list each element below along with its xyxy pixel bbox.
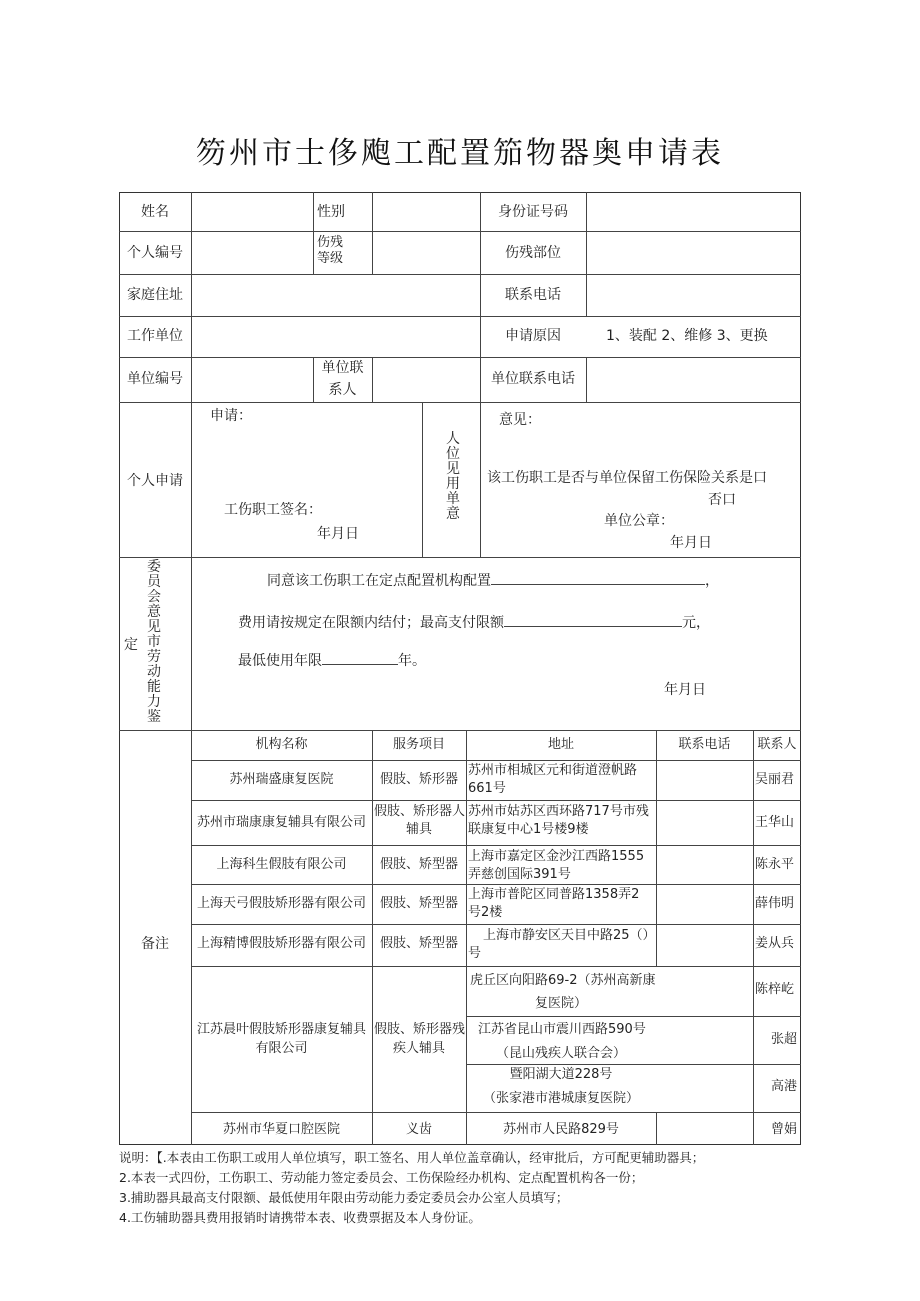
row-divider <box>119 274 801 275</box>
institution-name: 苏州瑞盛康复医院 <box>229 772 334 787</box>
row-divider <box>119 730 801 731</box>
row-divider <box>191 1112 801 1113</box>
institution-address: 661号 <box>468 781 506 796</box>
institution-name: 苏州市瑞康康复辅具有限公司 <box>196 815 366 830</box>
institution-address: 号2楼 <box>468 905 503 920</box>
note-line: 说明：【.本表由工伤职工或用人单位填写，职工签名、用人单位盖章确认，经审批后，方可配更辅助器具； <box>119 1150 705 1165</box>
col-divider <box>656 1112 657 1145</box>
contact-person: 曾娟 <box>771 1122 798 1137</box>
row-divider <box>466 1064 801 1065</box>
service-item: 假肢、矫形器人 <box>374 804 466 819</box>
col-divider <box>656 730 657 967</box>
col-divider <box>191 192 192 403</box>
row-divider <box>119 316 801 317</box>
institution-name: 有限公司 <box>255 1041 308 1056</box>
employer-contact-label: 系人 <box>328 382 357 398</box>
row-divider <box>119 557 801 558</box>
institution-address: 苏州市人民路829号 <box>503 1122 619 1137</box>
institution-name: 上海精博假肢矫形器有限公司 <box>196 936 366 951</box>
employer-opinion-section-label: 人 位 见 用 单 意 <box>446 431 460 522</box>
row-divider <box>191 800 801 801</box>
col-divider <box>753 730 754 1145</box>
opinion-label: 意见： <box>499 412 541 428</box>
contact-person: 薛伟明 <box>755 896 795 911</box>
col-divider <box>372 192 373 275</box>
institution-address: 苏州市姑苏区西环路717号市残 <box>468 804 649 819</box>
contact-person: 姜从兵 <box>755 936 795 951</box>
committee-section-label: 委 员 会 意 见 市 劳 动 能 力 鉴 <box>147 559 161 725</box>
institution-address: 虎丘区向阳路69-2（苏州高新康 <box>470 973 656 988</box>
row-divider <box>119 231 801 232</box>
contact-person: 王华山 <box>755 815 795 830</box>
row-divider <box>191 924 801 925</box>
employer-no-label: 单位编号 <box>127 371 183 387</box>
row-divider <box>191 966 801 967</box>
institution-name: 上海天弓假肢矫形器有限公司 <box>196 896 366 911</box>
institution-address: 复医院） <box>534 996 587 1011</box>
contact-person: 吴丽君 <box>755 772 795 787</box>
remarks-section-label: 备注 <box>141 936 169 952</box>
contact-person: 张超 <box>771 1032 798 1047</box>
institution-address: 上海市嘉定区金沙江西路1555 <box>468 849 645 864</box>
institution-address: 上海市静安区天目中路25（） <box>483 928 656 943</box>
reason-label: 申请原因 <box>505 328 561 344</box>
row-divider <box>466 1016 801 1017</box>
disability-level-label: 等级 <box>317 251 344 266</box>
contact-person: 陈永平 <box>755 857 795 872</box>
col-divider <box>191 402 192 558</box>
note-line: 3.捕助器具最高支付限额、最低使用年限由劳动能力委定委员会办公室人员填写； <box>119 1190 569 1205</box>
service-item: 假肢、矫型器 <box>379 936 458 951</box>
note-line: 2.本表一式四份，工伤职工、劳动能力签定委员会、工伤保险经办机构、定点配置机构各一份； <box>119 1170 644 1185</box>
header-contact: 联系人 <box>757 737 797 752</box>
injury-part-label: 伤残部位 <box>505 245 561 261</box>
phone-label: 联系电话 <box>505 287 561 303</box>
col-divider <box>586 357 587 403</box>
institution-address: 弄慈创国际391号 <box>468 867 571 882</box>
institution-address: 暨阳湖大道228号 <box>509 1067 613 1082</box>
service-item: 假肢、矫形器残 <box>374 1022 466 1037</box>
service-item: 假肢、矫形器 <box>379 772 458 787</box>
institution-address: （昆山残疾人联合会） <box>495 1046 626 1061</box>
header-institution: 机构名称 <box>255 737 308 752</box>
institution-address: 苏州市相城区元和街道澄帆路 <box>468 763 638 778</box>
employer-contact-label: 单位联 <box>321 360 364 376</box>
seal-label: 单位公章： <box>604 513 674 529</box>
institution-name: 苏州市华夏口腔医院 <box>222 1122 340 1137</box>
committee-side-char: 定 <box>124 637 138 653</box>
name-label: 姓名 <box>141 204 169 220</box>
retain-no: 否口 <box>708 492 736 508</box>
service-item: 疾人辅具 <box>392 1041 445 1056</box>
institution-blank[interactable] <box>491 570 705 585</box>
contact-person: 陈梓屹 <box>755 982 795 997</box>
service-item: 假肢、矫型器 <box>379 857 458 872</box>
committee-line-1: 同意该工伤职工在定点配置机构配置 ， <box>267 570 719 591</box>
committee-date: 年月日 <box>664 682 706 698</box>
page-title: 笏州市士侈飑工配置笳物器奥申请表 <box>196 136 724 171</box>
row-divider <box>191 760 801 761</box>
institution-address: 联康复中心1号楼9楼 <box>468 822 589 837</box>
disability-level-label: 伤残 <box>317 235 344 250</box>
reason-options[interactable]: 1、装配 2、维修 3、更换 <box>606 328 768 344</box>
signature-label: 工伤职工签名： <box>224 502 322 518</box>
personal-date: 年月日 <box>317 526 359 542</box>
institution-name: 江苏晨叶假肢矫形器康复辅具 <box>196 1022 366 1037</box>
min-years-blank[interactable] <box>322 650 398 665</box>
gender-label: 性别 <box>317 204 345 220</box>
address-label: 家庭住址 <box>127 287 183 303</box>
service-item: 假肢、矫型器 <box>379 896 458 911</box>
employer-date: 年月日 <box>670 535 712 551</box>
employer-label: 工作单位 <box>127 328 183 344</box>
institution-name: 上海科生假肢有限公司 <box>216 857 347 872</box>
committee-line-2: 费用请按规定在限额内结付；最高支付限额 元， <box>238 612 710 633</box>
col-divider <box>191 557 192 731</box>
row-divider <box>119 402 801 403</box>
service-item: 义齿 <box>405 1122 432 1137</box>
col-divider <box>480 402 481 558</box>
personal-no-label: 个人编号 <box>127 245 183 261</box>
header-service: 服务项目 <box>392 737 445 752</box>
personal-section-label: 个人申请 <box>127 473 183 489</box>
committee-line-3: 最低使用年限 年。 <box>238 650 426 671</box>
id-label: 身份证号码 <box>498 204 568 220</box>
col-divider <box>422 402 423 558</box>
header-address: 地址 <box>547 737 574 752</box>
note-line: 4.工伤辅助器具费用报销时请携带本表、收费票据及本人身份证。 <box>119 1210 481 1225</box>
contact-person: 高港 <box>771 1079 798 1094</box>
row-divider <box>191 884 801 885</box>
employer-phone-label: 单位联系电话 <box>491 371 575 387</box>
notes <box>119 1148 704 1228</box>
col-divider <box>372 357 373 403</box>
col-divider <box>313 192 314 275</box>
retain-question: 该工伤职工是否与单位保留工伤保险关系是口 <box>487 470 767 486</box>
max-payment-blank[interactable] <box>504 612 682 627</box>
row-divider <box>119 357 801 358</box>
apply-label: 申请： <box>210 408 252 424</box>
institution-address: 江苏省昆山市震川西路590号 <box>478 1022 646 1037</box>
institution-address: 上海市普陀区同普路1358弄2 <box>468 887 640 902</box>
service-item: 辅具 <box>405 822 432 837</box>
col-divider <box>586 192 587 317</box>
header-phone: 联系电话 <box>678 737 731 752</box>
institution-address: （张家港市港城康复医院） <box>482 1091 639 1106</box>
row-divider <box>191 845 801 846</box>
institution-address: 号 <box>468 946 482 961</box>
